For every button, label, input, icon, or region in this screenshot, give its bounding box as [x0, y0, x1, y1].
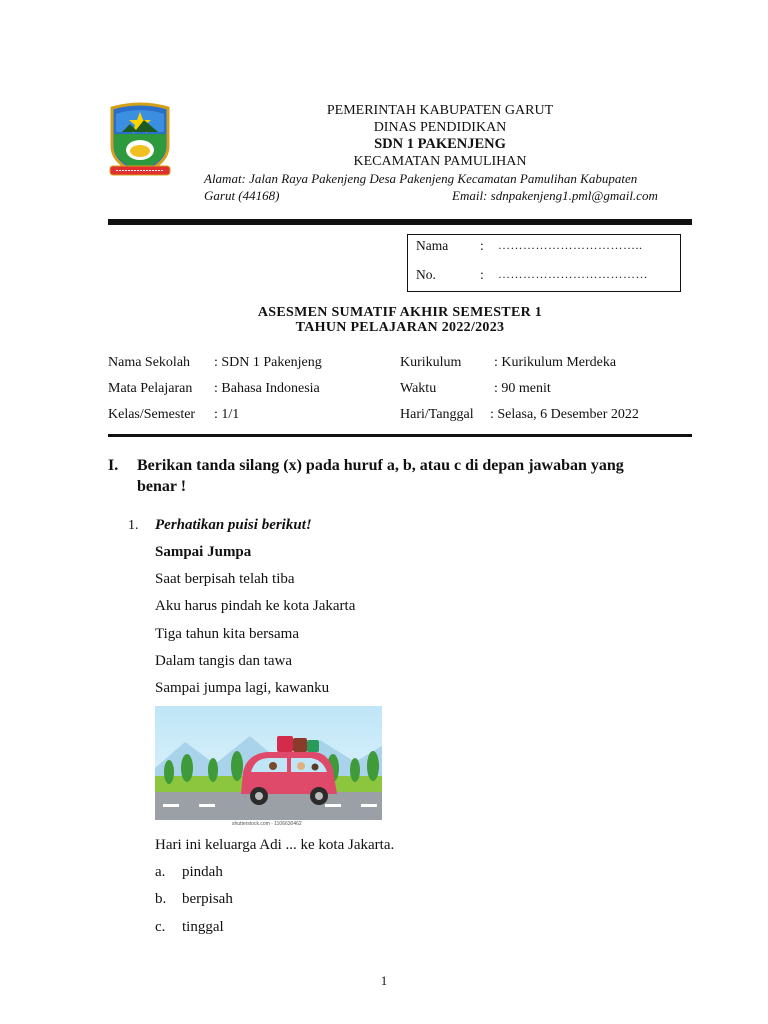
- option-text-a: pindah: [182, 864, 223, 880]
- student-name-box: [407, 234, 681, 292]
- info-divider: [108, 434, 692, 437]
- question-instruction: Perhatikan puisi berikut!: [155, 517, 312, 533]
- header-district: KECAMATAN PAMULIHAN: [353, 154, 527, 169]
- poem-line: Sampai jumpa lagi, kawanku: [155, 680, 330, 696]
- header-department: DINAS PENDIDIKAN: [373, 120, 507, 135]
- section-instruction: Berikan tanda silang (x) pada huruf a, b, atau c di depan jawaban yang: [137, 457, 624, 474]
- car-illustration: [155, 706, 382, 820]
- no-label: No.: [416, 267, 436, 282]
- poem-title: Sampai Jumpa: [155, 544, 252, 560]
- info-value: : Bahasa Indonesia: [214, 381, 320, 396]
- section-instruction-end: benar !: [137, 478, 187, 495]
- page-number: 1: [380, 973, 388, 988]
- question-prompt: Hari ini keluarga Adi ... ke kota Jakarta.: [155, 837, 395, 853]
- info-label: Kelas/Semester: [108, 407, 196, 422]
- no-field[interactable]: ………………………………: [498, 267, 648, 281]
- info-label: Nama Sekolah: [108, 355, 191, 370]
- info-label: Hari/Tanggal: [400, 407, 474, 422]
- info-label: Mata Pelajaran: [108, 381, 193, 396]
- header-government: PEMERINTAH KABUPATEN GARUT: [326, 103, 554, 118]
- header-address: Alamat: Jalan Raya Pakenjeng Desa Pakenjeng Kecamatan Pamulihan Kabupaten: [204, 171, 638, 186]
- option-text-b: berpisah: [182, 891, 233, 907]
- option-letter-c[interactable]: c.: [155, 919, 166, 935]
- header-email: Email: sdnpakenjeng1.pml@gmail.com: [452, 188, 658, 203]
- image-caption: shutterstock.com · 1106630462: [232, 821, 302, 827]
- question-number: 1.: [128, 518, 139, 533]
- poem-line: Dalam tangis dan tawa: [155, 653, 293, 669]
- info-value: : Kurikulum Merdeka: [494, 355, 617, 370]
- poem-line: Tiga tahun kita bersama: [155, 626, 300, 642]
- poem-line: Saat berpisah telah tiba: [155, 571, 295, 587]
- info-label: Kurikulum: [400, 355, 462, 370]
- exam-year: TAHUN PELAJARAN 2022/2023: [295, 320, 505, 335]
- info-value: : 90 menit: [494, 381, 551, 396]
- header-postal: Garut (44168): [204, 188, 280, 203]
- exam-title: ASESMEN SUMATIF AKHIR SEMESTER 1: [257, 305, 543, 320]
- nama-label: Nama: [416, 238, 449, 253]
- info-value: : SDN 1 Pakenjeng: [214, 355, 322, 370]
- info-label: Waktu: [400, 381, 437, 396]
- info-value: : Selasa, 6 Desember 2022: [490, 407, 639, 422]
- school-emblem-logo: [108, 102, 172, 180]
- nama-field[interactable]: ……………………………..: [498, 238, 643, 252]
- section-number: I.: [108, 457, 119, 474]
- header-school-name: SDN 1 PAKENJENG: [374, 136, 506, 152]
- option-text-c: tinggal: [182, 919, 224, 935]
- header-divider: [108, 219, 692, 225]
- nama-colon: :: [480, 238, 484, 253]
- info-value: : 1/1: [214, 407, 240, 422]
- option-letter-b[interactable]: b.: [155, 891, 167, 907]
- option-letter-a[interactable]: a.: [155, 864, 166, 880]
- poem-line: Aku harus pindah ke kota Jakarta: [155, 598, 356, 614]
- no-colon: :: [480, 267, 484, 282]
